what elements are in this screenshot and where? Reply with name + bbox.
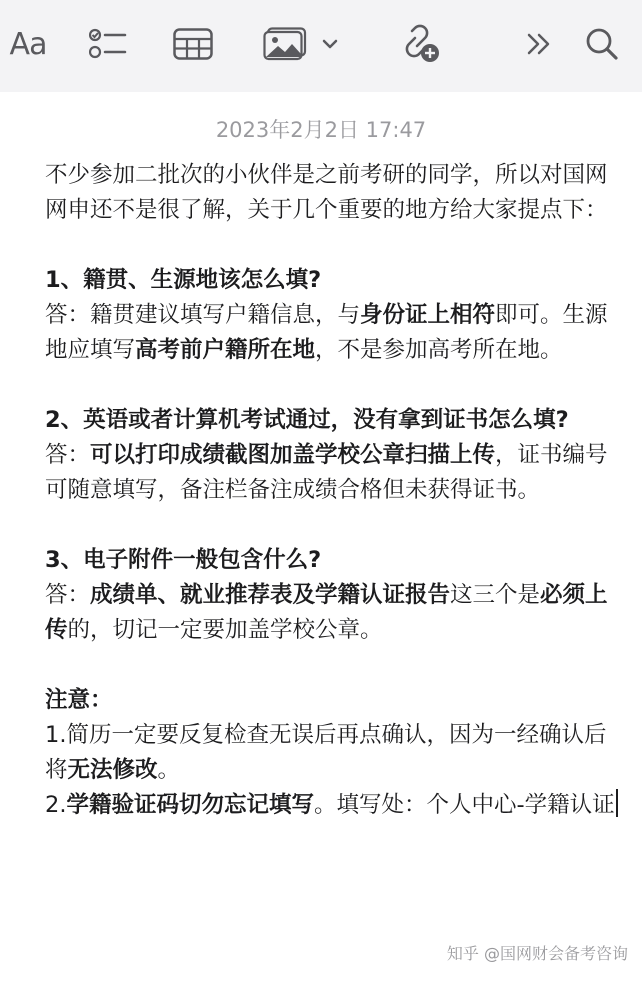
checklist-icon (89, 27, 127, 61)
search-button[interactable] (584, 18, 620, 70)
checklist-button[interactable] (88, 18, 128, 70)
collaborate-button[interactable] (398, 18, 442, 70)
question-3-title: 3、电子附件一般包含什么? (45, 547, 322, 573)
answer-3: 答：成绩单、就业推荐表及学籍认证报告这三个是必须上传的，切记一定要加盖学校公章。 (45, 582, 608, 643)
media-icon (263, 27, 307, 61)
notice-item-2: 2.学籍验证码切勿忘记填写。填写处：个人中心-学籍认证 (45, 788, 620, 823)
table-icon (173, 28, 213, 60)
table-button[interactable] (172, 18, 214, 70)
answer-2: 答：可以打印成绩截图加盖学校公章扫描上传，证书编号可随意填写，备注栏备注成绩合格但未获得证书。 (45, 442, 608, 503)
notes-toolbar (0, 0, 642, 92)
notice-item-1: 1.简历一定要反复检查无误后再点确认，因为一经确认后将无法修改。 (45, 722, 607, 783)
notice-title: 注意： (45, 687, 113, 713)
chevron-double-right-icon (525, 32, 553, 56)
collaborate-icon (399, 24, 441, 64)
media-button[interactable] (262, 18, 340, 70)
question-1-title: 1、籍贯、生源地该怎么填? (45, 267, 322, 293)
answer-1: 答：籍贯建议填写户籍信息，与身份证上相符即可。生源地应填写高考前户籍所在地，不是参加高考所在地。 (45, 302, 608, 363)
format-text-button[interactable] (6, 18, 50, 70)
text-cursor (616, 789, 618, 817)
search-icon (585, 27, 619, 61)
expand-toolbar-button[interactable] (524, 18, 554, 70)
question-2-title: 2、英语或者计算机考试通过，没有拿到证书怎么填? (45, 407, 569, 433)
watermark: 知乎 @国网财会备考咨询 (446, 944, 628, 963)
note-body[interactable] (45, 158, 620, 823)
note-timestamp: 2023年2月2日 17:47 (215, 118, 427, 142)
format-text-icon: Aa (9, 26, 47, 62)
chevron-down-icon (321, 38, 339, 50)
intro-paragraph: 不少参加二批次的小伙伴是之前考研的同学，所以对国网网申还不是很了解，关于几个重要的地方给大家提点下： (45, 162, 608, 223)
